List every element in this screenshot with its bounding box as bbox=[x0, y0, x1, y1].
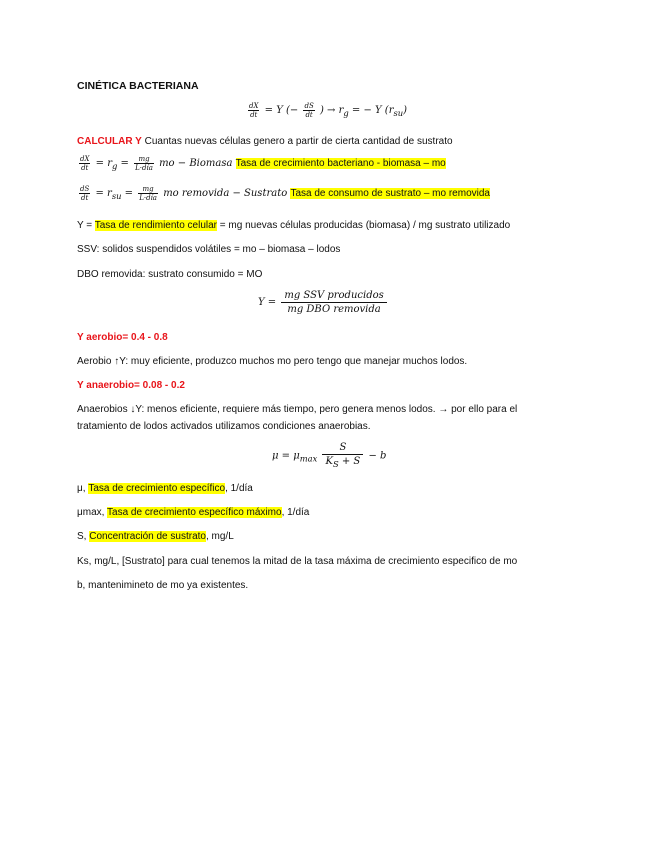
highlight-mumax: Tasa de crecimiento específico máximo bbox=[107, 507, 282, 518]
aerobio-text: Aerobio ↑Y: muy eficiente, produzco muchos mo pero tengo que manejar muchos lodos. bbox=[77, 356, 468, 367]
y-prefix: Y = bbox=[77, 220, 95, 231]
mumax-definition bbox=[77, 506, 309, 519]
equation-text: = r bbox=[95, 188, 112, 199]
ssv-definition: SSV: solidos suspendidos volátiles = mo – biomasa – lodos bbox=[77, 244, 341, 255]
fraction-numerator: mg SSV producidos bbox=[281, 289, 386, 303]
fraction-denominator: dt bbox=[305, 111, 313, 119]
fraction-numerator: mg bbox=[134, 155, 154, 164]
fraction-numerator: dX bbox=[249, 102, 259, 110]
subscript: su bbox=[393, 108, 404, 118]
anaerobio-label: Y anaerobio= 0.08 - 0.2 bbox=[77, 380, 185, 391]
equation-yield bbox=[258, 289, 389, 316]
s-rest: , mg/L bbox=[205, 531, 234, 542]
highlight-mu: Tasa de crecimiento específico bbox=[88, 483, 226, 494]
fraction-yield bbox=[281, 289, 386, 316]
ks-definition: Ks, mg/L, [Sustrato] para cual tenemos la mitad de la tasa máxima de crecimiento especifico de mo bbox=[77, 556, 518, 567]
y-rest: = mg nuevas células producidas (biomasa) / mg sustrato utilizado bbox=[217, 220, 511, 231]
equation-text: = − Y (r bbox=[351, 105, 394, 116]
equation-text: ) bbox=[403, 105, 408, 116]
fraction-denominator: dt bbox=[250, 111, 258, 119]
fraction-unit bbox=[138, 185, 158, 202]
subscript: g bbox=[112, 161, 118, 171]
mumax-prefix: μmax, bbox=[77, 507, 108, 518]
equation-text: Y = bbox=[258, 297, 277, 308]
subscript: su bbox=[111, 191, 122, 201]
mu-definition bbox=[77, 482, 253, 495]
anaerobio-text-2: tratamiento de lodos activados utilizamos condiciones anaerobias. bbox=[77, 421, 371, 432]
equation-text: mo − Biomasa bbox=[159, 158, 233, 169]
equation-text: + S bbox=[338, 456, 361, 467]
fraction-dx-dt bbox=[79, 155, 90, 172]
fraction-ds-dt bbox=[79, 185, 90, 202]
aerobio-label: Y aerobio= 0.4 - 0.8 bbox=[77, 332, 168, 343]
fraction-numerator: dX bbox=[80, 155, 90, 163]
highlight-consumption-rate: Tasa de consumo de sustrato – mo removida bbox=[290, 188, 490, 199]
calcular-label: CALCULAR Y bbox=[77, 136, 142, 147]
highlight-yield: Tasa de rendimiento celular bbox=[94, 220, 218, 231]
fraction-denominator: L·día bbox=[139, 194, 157, 202]
equation-text: = bbox=[120, 158, 129, 169]
equation-consumption-rate bbox=[77, 185, 490, 202]
page-title: CINÉTICA BACTERIANA bbox=[77, 80, 199, 92]
equation-text: μ = μ bbox=[272, 450, 300, 462]
fraction-monod bbox=[322, 441, 363, 471]
fraction-denominator bbox=[322, 455, 363, 471]
subscript: max bbox=[299, 453, 318, 464]
fraction-denominator: mg DBO removida bbox=[287, 304, 381, 315]
fraction-denominator: L·día bbox=[135, 164, 153, 172]
equation-kinetics bbox=[246, 102, 407, 119]
equation-monod bbox=[272, 441, 386, 471]
subscript: S bbox=[332, 459, 339, 469]
equation-text: K bbox=[325, 456, 333, 467]
s-prefix: S, bbox=[77, 531, 90, 542]
fraction-numerator: mg bbox=[138, 185, 158, 194]
fraction-numerator: dS bbox=[304, 102, 314, 110]
equation-text: = bbox=[124, 188, 134, 199]
anaerobio-text-1: Anaerobios ↓Y: menos eficiente, requiere más tiempo, pero genera menos lodos. → por ello para el bbox=[77, 404, 518, 415]
highlight-substrate: Concentración de sustrato bbox=[89, 531, 206, 542]
fraction-dx-dt bbox=[248, 102, 259, 119]
s-definition bbox=[77, 530, 234, 543]
fraction-numerator: S bbox=[322, 441, 363, 455]
equation-text: mo removida − Sustrato bbox=[163, 188, 288, 199]
equation-text: ) → r bbox=[319, 105, 344, 116]
highlight-growth-rate: Tasa de crecimiento bacteriano - biomasa – mo bbox=[235, 158, 446, 169]
mu-prefix: μ, bbox=[77, 483, 89, 494]
equation-growth-rate bbox=[77, 155, 446, 172]
equation-text: = r bbox=[95, 158, 112, 169]
b-definition: b, mantenimineto de mo ya existentes. bbox=[77, 580, 249, 591]
fraction-ds-dt bbox=[303, 102, 314, 119]
dbo-definition: DBO removida: sustrato consumido = MO bbox=[77, 269, 263, 280]
calcular-y-line bbox=[77, 135, 453, 148]
mumax-rest: , 1/día bbox=[281, 507, 310, 518]
fraction-denominator: dt bbox=[81, 164, 89, 172]
equation-text: − b bbox=[368, 450, 387, 462]
fraction-unit bbox=[134, 155, 154, 172]
mu-rest: , 1/día bbox=[225, 483, 253, 494]
calcular-text: Cuantas nuevas células genero a partir de cierta cantidad de sustrato bbox=[141, 136, 453, 147]
equation-text: = Y (− bbox=[264, 105, 299, 116]
subscript: g bbox=[343, 108, 349, 118]
y-definition bbox=[77, 219, 510, 232]
fraction-denominator: dt bbox=[80, 194, 89, 202]
fraction-numerator: dS bbox=[80, 185, 90, 193]
